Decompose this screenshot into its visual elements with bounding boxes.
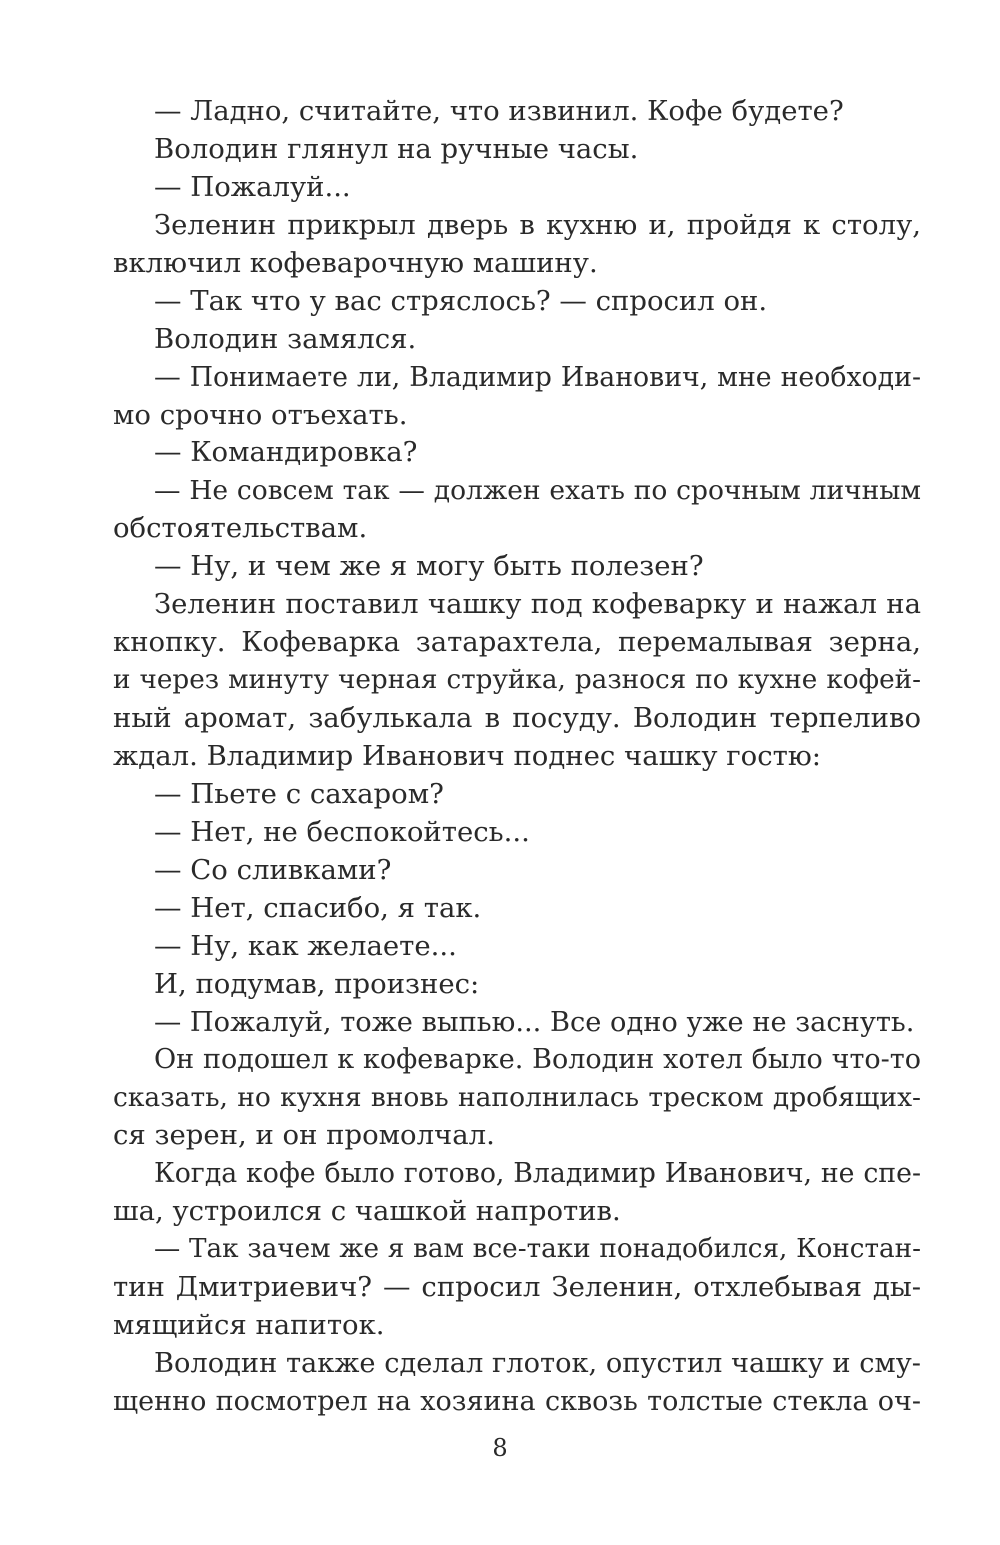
text-line: — Понимаете ли, Владимир Иванович, мне необходи- bbox=[154, 361, 921, 393]
text-line: щенно посмотрел на хозяина сквозь толстые стекла оч- bbox=[113, 1385, 921, 1417]
text-line: И, подумав, произнес: bbox=[154, 967, 480, 1000]
text-line: Когда кофе было готово, Владимир Иванович, не спе- bbox=[154, 1158, 921, 1190]
text-line: — Не совсем так — должен ехать по срочным личным bbox=[154, 475, 921, 507]
page-text-block bbox=[113, 93, 921, 1421]
text-line: Володин глянул на ручные часы. bbox=[154, 132, 639, 165]
text-line: — Так зачем же я вам все-таки понадобился, Констан- bbox=[154, 1234, 921, 1265]
text-line: ный аромат, забулькала в посуду. Володин терпеливо bbox=[113, 702, 921, 734]
text-line: Он подошел к кофеварке. Володин хотел было что-то bbox=[154, 1044, 921, 1076]
text-line: — Ну, и чем же я могу быть полезен? bbox=[154, 550, 704, 583]
text-line: Зеленин поставил чашку под кофеварку и нажал на bbox=[154, 588, 921, 621]
text-line: — Ладно, считайте, что извинил. Кофе будете? bbox=[154, 95, 844, 127]
text-line: — Так что у вас стряслось? — спросил он. bbox=[154, 284, 768, 317]
text-line: и через минуту черная струйка, разнося по кухне кофей- bbox=[113, 665, 921, 696]
text-line: ша, устроился с чашкой напротив. bbox=[113, 1195, 621, 1228]
text-line: — Нет, спасибо, я так. bbox=[154, 891, 482, 924]
text-line: мящийся напиток. bbox=[113, 1309, 385, 1341]
text-line: — Со сливками? bbox=[154, 853, 392, 886]
text-line: включил кофеварочную машину. bbox=[113, 246, 598, 279]
text-line: ся зерен, и он промолчал. bbox=[113, 1119, 495, 1152]
text-line: — Пожалуй, тоже выпью... Все одно уже не заснуть. bbox=[154, 1006, 915, 1038]
page-number: 8 bbox=[492, 1434, 508, 1462]
text-line: — Ну, как желаете... bbox=[154, 929, 457, 962]
text-line: Володин также сделал глоток, опустил чашку и сму- bbox=[154, 1347, 921, 1379]
text-line: тин Дмитриевич? — спросил Зеленин, отхлебывая ды- bbox=[113, 1271, 921, 1304]
text-line: Зеленин прикрыл дверь в кухню и, пройдя к столу, bbox=[154, 208, 921, 241]
text-line: — Пьете с сахаром? bbox=[154, 777, 444, 810]
text-line: — Командировка? bbox=[154, 436, 418, 469]
text-line: обстоятельствам. bbox=[113, 512, 368, 545]
text-line: — Нет, не беспокойтесь... bbox=[154, 815, 530, 848]
text-line: сказать, но кухня вновь наполнилась треском дробящих- bbox=[113, 1082, 921, 1114]
text-line: мо срочно отъехать. bbox=[113, 398, 408, 431]
text-line: — Пожалуй... bbox=[154, 170, 351, 203]
text-line: Володин замялся. bbox=[154, 322, 417, 355]
text-line: ждал. Владимир Иванович поднес чашку гостю: bbox=[113, 739, 822, 772]
text-line: кнопку. Кофеварка затарахтела, перемалывая зерна, bbox=[113, 626, 921, 659]
